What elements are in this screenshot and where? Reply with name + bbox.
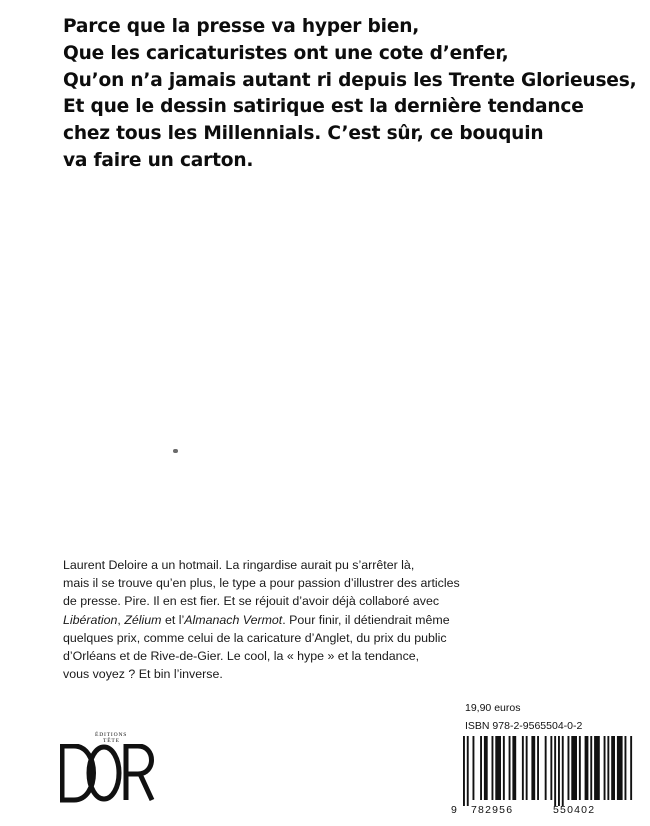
barcode-bar — [554, 736, 556, 806]
blurb-line: Et que le dessin satirique est la dernière tendance — [63, 96, 584, 118]
barcode-bar — [594, 736, 600, 800]
barcode-bar — [562, 736, 564, 806]
barcode-bar — [571, 736, 577, 800]
author-bio — [63, 556, 593, 683]
barcode-bar — [492, 736, 494, 800]
barcode-bar — [537, 736, 539, 800]
bio-text: . Pour finir, il détiendrait même — [282, 612, 450, 627]
bio-line: mais il se trouve qu’en plus, le type a pour passion d’illustrer des articles — [63, 576, 460, 591]
barcode-bar — [463, 736, 465, 806]
barcode-bar — [484, 736, 488, 800]
barcode-left-digits: 782956 — [471, 804, 514, 816]
bio-line: quelques prix, comme celui de la caricature d’Anglet, du prix du public — [63, 630, 447, 645]
barcode-bars — [451, 736, 637, 806]
barcode-bar — [495, 736, 501, 800]
barcode-bar — [630, 736, 632, 800]
dor-logo-mark — [60, 744, 160, 804]
barcode-bar — [585, 736, 589, 800]
bio-line: vous voyez ? Et bin l’inverse. — [63, 667, 223, 682]
publication-almanach-vermot: Almanach Vermot — [184, 612, 283, 627]
bio-line — [63, 611, 593, 629]
bio-sep: et l’ — [161, 612, 185, 627]
barcode-bar — [503, 736, 505, 800]
blurb-line: Que les caricaturistes ont une cote d’enfer, — [63, 42, 509, 64]
barcode-bar — [509, 736, 511, 800]
bio-line: d’Orléans et de Rive-de-Gier. Le cool, la « hype » et la tendance, — [63, 649, 420, 664]
bio-sep: , — [117, 612, 125, 627]
blurb-line: va faire un carton. — [63, 149, 254, 171]
barcode-bar — [568, 736, 570, 800]
barcode-bar — [467, 736, 469, 806]
bio-line: Laurent Deloire a un hotmail. La ringardise aurait pu s’arrêter là, — [63, 558, 415, 572]
barcode-bar — [545, 736, 547, 800]
barcode-bar — [607, 736, 609, 800]
barcode-bar — [579, 736, 581, 800]
barcode-bar — [611, 736, 615, 800]
barcode-lead-digit: 9 — [451, 804, 459, 816]
barcode-bar — [526, 736, 528, 800]
barcode-bar — [473, 736, 475, 800]
barcode-bar — [625, 736, 627, 800]
blurb-line: Qu’on n’a jamais autant ri depuis les Trente Glorieuses, — [63, 69, 637, 91]
barcode-bar — [590, 736, 592, 800]
price-label: 19,90 euros — [465, 702, 521, 714]
back-cover-blurb — [63, 14, 643, 175]
barcode-bar — [522, 736, 524, 800]
blurb-line: chez tous les Millennials. C’est sûr, ce bouquin — [63, 123, 544, 145]
barcode-bar — [512, 736, 516, 800]
publisher-name: ÉDITIONS TÊTE — [95, 732, 128, 744]
barcode-right-digits: 550402 — [553, 804, 596, 816]
barcode-bar — [550, 736, 552, 800]
price-block — [465, 702, 582, 733]
print-speck — [173, 449, 178, 453]
barcode-bar — [531, 736, 535, 800]
barcode-bar — [558, 736, 560, 806]
barcode-bar — [617, 736, 623, 800]
isbn-label: ISBN 978-2-9565504-0-2 — [465, 720, 583, 732]
blurb-line: Parce que la presse va hyper bien, — [63, 16, 420, 37]
barcode-bar — [604, 736, 606, 800]
bio-line: de presse. Pire. Il en est fier. Et se réjouit d’avoir déjà collaboré avec — [63, 594, 440, 609]
barcode-bar — [480, 736, 482, 800]
publication-zelium: Zélium — [124, 612, 162, 627]
isbn-barcode — [451, 736, 637, 816]
publication-liberation: Libération — [63, 612, 118, 627]
publisher-logo — [60, 730, 160, 805]
